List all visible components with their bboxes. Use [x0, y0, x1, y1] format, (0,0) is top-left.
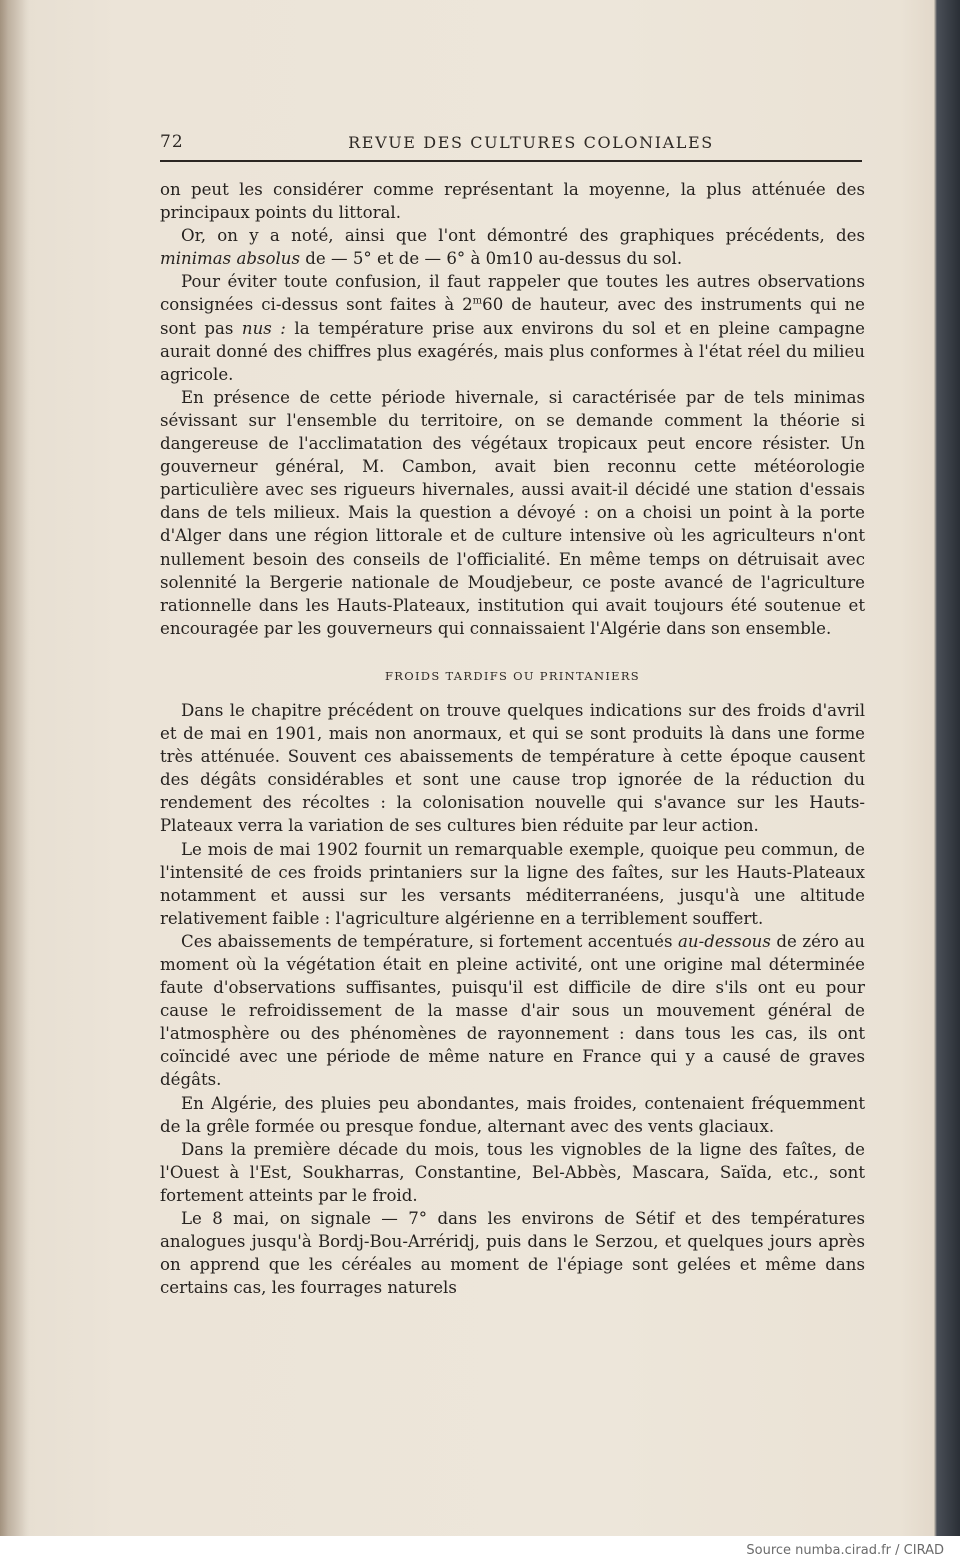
source-credit: Source numba.cirad.fr / CIRAD — [746, 1543, 944, 1558]
running-title: REVUE DES CULTURES COLONIALES — [348, 133, 714, 152]
body-text — [160, 178, 865, 1299]
italic-term: au-dessous — [678, 931, 771, 951]
page-number: 72 — [160, 132, 184, 152]
paragraph: Le mois de mai 1902 fournit un remarquable exemple, quoique peu commun, de l'intensité de ces froids printaniers sur la ligne des faîtes, sur les Hauts-Plateaux notamment et aussi sur les versants méditerranéens, jusqu'à une altitude relativement faible : l'agriculture algérienne en a terriblement souffert. — [160, 839, 865, 928]
paragraph: Le 8 mai, on signale — 7° dans les environs de Sétif et des températures analogues jusqu'à Bordj-Bou-Arréridj, puis dans le Serzou, et quelques jours après on apprend que les céréales au moment de l'épiage sont gelées et même dans certains cas, les fourrages naturels — [160, 1209, 865, 1298]
book-edge — [934, 0, 960, 1536]
running-header — [160, 132, 862, 162]
section-heading: FROIDS TARDIFS OU PRINTANIERS — [384, 668, 640, 683]
paragraph: Dans le chapitre précédent on trouve quelques indications sur des froids d'avril et de mai en 1901, mais non anormaux, et qui se sont produits là dans une forme très atténuée. Souvent ces abaissements de température à cette époque causent des dégâts considérables et sont une cause trop ignorée de la réduction du rendement des récoltes : la colonisation nouvelle qui s'avance sur les Hauts-Plateaux verra la variation de ses cultures bien réduite par leur action. — [160, 700, 865, 836]
italic-term: nus : — [241, 318, 286, 338]
paragraph: Ces abaissements de température, si fortement accentués au-dessous de zéro au moment où la végétation était en pleine activité, ont une origine mal déterminée faute d'observations suffisantes, puisqu'il est difficile de dire s'ils ont eu pour cause le refroidissement de la masse d'air sous un mouvement général de l'atmosphère ou des phénomènes de rayonnement : dans tous les cas, ils ont coïncidé avec une période de même nature en France qui y a causé de graves dégâts. — [160, 931, 865, 1090]
spine-shadow — [0, 0, 30, 1536]
italic-term: minimas absolus — [160, 249, 300, 269]
paragraph: Pour éviter toute confusion, il faut rappeler que toutes les autres observations consignées ci-dessus sont faites à 2$^m$60 de hauteur, avec des instruments qui ne sont pas nus : la température prise aux environs du sol et en pleine campagne aurait donné des chiffres plus exagérés, mais plus conformes à l'état réel du milieu agricole. — [160, 272, 865, 384]
paragraph: En Algérie, des pluies peu abondantes, mais froides, contenaient fréquemment de la grêle formée ou presque fondue, alternant avec des vents glaciaux. — [160, 1093, 865, 1136]
paragraph: on peut les considérer comme représentant la moyenne, la plus atténuée des principaux points du littoral. — [160, 180, 865, 223]
paragraph: Dans la première décade du mois, tous les vignobles de la ligne des faîtes, de l'Ouest à l'Est, Soukharras, Constantine, Bel-Abbès, Mascara, Saïda, etc., sont fortement atteints par le froid. — [160, 1139, 865, 1205]
paragraph: En présence de cette période hivernale, si caractérisée par de tels minimas sévissant sur l'ensemble du territoire, on se demande comment la théorie si dangereuse de l'acclimatation des végétaux tropicaux peut encore résister. Un gouverneur général, M. Cambon, avait bien reconnu cette météorologie particulière avec ses rigueurs hivernales, aussi avait-il décidé une station d'essais dans de tels milieux. Mais la question a dévoyé : on a choisi un point à la porte d'Alger dans une région littorale et de culture intensive où les agriculteurs n'ont nullement besoin des conseils de l'officialité. En même temps on détruisait avec solennité la Bergerie nationale de Moudjebeur, ce poste avancé de l'agriculture rationnelle dans les Hauts-Plateaux, institution qui avait toujours été soutenue et encouragée par les gouverneurs qui connaissaient l'Algérie dans son ensemble. — [160, 387, 865, 638]
paragraph: Or, on y a noté, ainsi que l'ont démontré des graphiques précédents, des minimas absolus de — 5° et de — 6° à 0m10 au-dessus du sol. — [160, 226, 865, 269]
